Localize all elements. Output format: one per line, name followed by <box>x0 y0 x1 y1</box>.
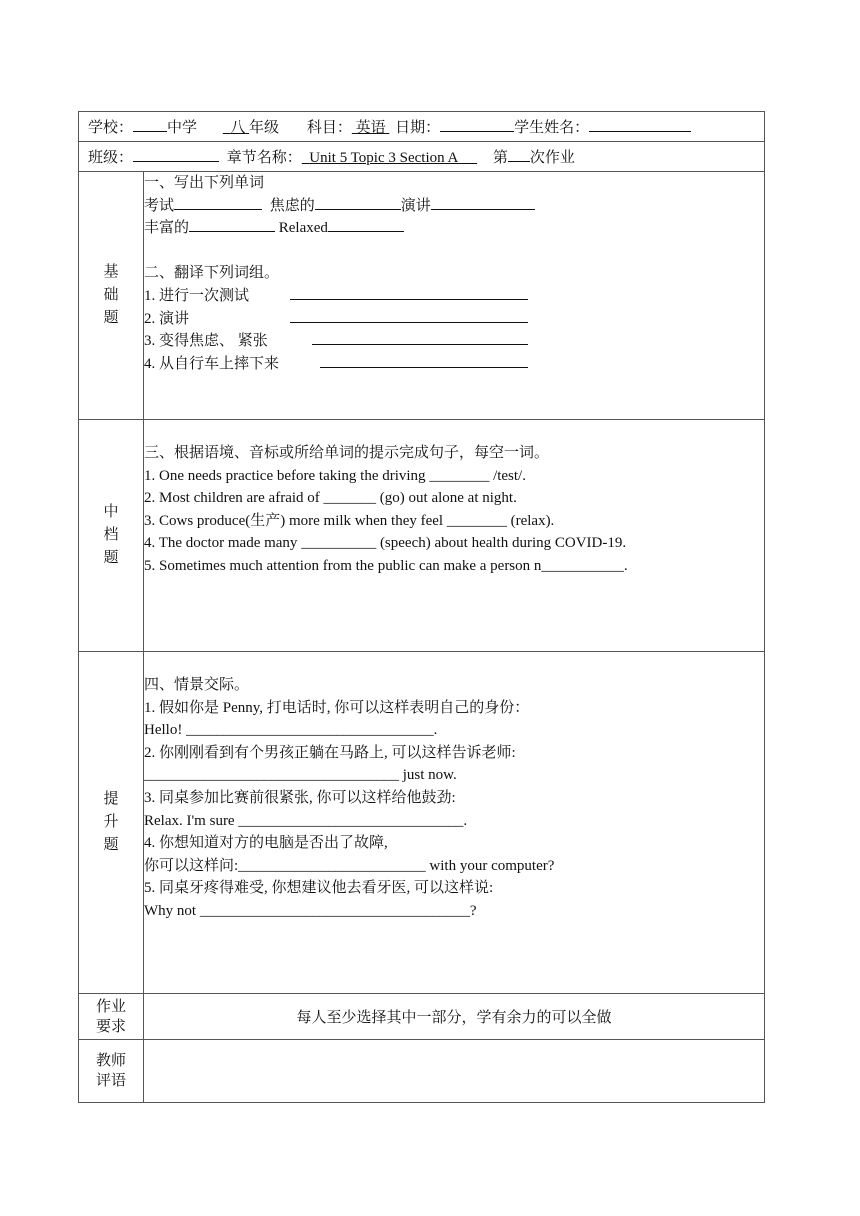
label-middle <box>79 420 144 652</box>
grade-value: 八 <box>230 120 246 136</box>
dialog-line: 1. 假如你是 Penny, 打电话时, 你可以这样表明自己的身份： <box>144 699 530 716</box>
phrase-blank[interactable] <box>290 308 528 323</box>
row-middle <box>79 420 765 652</box>
class-blank[interactable] <box>133 147 219 162</box>
sentence-blank[interactable]: ________ <box>446 512 507 529</box>
sentence-item: 2. Most children are afraid of _______ (go) out alone at night. <box>144 490 517 507</box>
sentence-blank[interactable]: ________ <box>429 467 490 484</box>
word-blank[interactable] <box>431 195 535 210</box>
label-advanced <box>79 652 144 994</box>
homework-suffix: 次作业 <box>529 150 575 166</box>
sentence-blank[interactable]: _______ <box>323 490 377 507</box>
label-comment-line: 评语 <box>95 1073 126 1089</box>
school-blank[interactable] <box>133 117 167 132</box>
middle-heading: 三、根据语境、音标或所给单词的提示完成句子，每空一词。 <box>144 445 550 461</box>
header-cell-school <box>79 112 765 142</box>
word-cue: 考试 <box>144 197 175 214</box>
grade-suffix: 年级 <box>249 120 280 136</box>
row-basic <box>79 172 765 420</box>
sentence-item: 1. One needs practice before taking the driving ________ /test/. <box>144 467 526 484</box>
label-middle-char: 中 <box>103 504 119 520</box>
phrase-item: 2. 演讲 <box>144 308 764 331</box>
sentence-blank[interactable]: ___________ <box>541 557 624 574</box>
label-basic <box>79 172 144 420</box>
word-cue: Relaxed <box>278 220 328 237</box>
dialog-blank[interactable]: _________________________________ <box>186 722 434 739</box>
label-basic-char: 础 <box>103 287 119 303</box>
date-blank[interactable] <box>440 117 514 132</box>
dialog-line: Hello! _________________________________. <box>144 722 438 739</box>
label-basic-char: 基 <box>103 264 119 280</box>
school-label: 学校： <box>88 120 134 136</box>
class-label: 班级： <box>88 150 134 166</box>
phrase-blank[interactable] <box>320 353 528 368</box>
basic-heading-2: 二、翻译下列词组。 <box>144 265 280 282</box>
dialog-blank[interactable]: ____________________________________ <box>199 902 470 919</box>
dialog-line: 5. 同桌牙疼得难受, 你想建议他去看牙医, 可以这样说: <box>144 880 494 897</box>
header-cell-class <box>79 142 765 172</box>
sentence-blank[interactable]: __________ <box>301 535 377 552</box>
dialog-blank[interactable]: __________________________________ <box>144 767 399 784</box>
homework-number-blank[interactable] <box>508 147 530 162</box>
dialog-line: 2. 你刚刚看到有个男孩正躺在马路上, 可以这样告诉老师: <box>144 744 516 761</box>
dialog-line: 4. 你想知道对方的电脑是否出了故障, <box>144 835 388 852</box>
chapter-value: Unit 5 Topic 3 Section A <box>309 150 459 166</box>
homework-prefix: 第 <box>492 150 508 166</box>
dialog-line: 3. 同桌参加比赛前很紧张, 你可以这样给他鼓劲: <box>144 789 456 806</box>
school-suffix: 中学 <box>167 120 198 136</box>
label-advanced-char: 提 <box>103 791 119 807</box>
word-blank[interactable] <box>328 217 404 232</box>
header-row-school <box>79 112 765 142</box>
phrase-blank[interactable] <box>312 330 528 345</box>
subject-label: 科目： <box>306 120 352 136</box>
dialog-blank[interactable]: ______________________________ <box>238 812 464 829</box>
row-advanced <box>79 652 765 994</box>
label-middle-char: 题 <box>103 550 119 566</box>
content-middle <box>144 420 765 652</box>
chapter-label: 章节名称： <box>226 150 302 166</box>
student-label: 学生姓名： <box>514 120 590 136</box>
basic-heading-1: 一、写出下列单词 <box>144 175 265 191</box>
dialog-line: Why not ____________________________________? <box>144 902 477 919</box>
word-cue: 焦虑的 <box>269 197 315 214</box>
advanced-heading: 四、情景交际。 <box>144 677 250 693</box>
word-blank[interactable] <box>315 195 401 210</box>
header-row-class <box>79 142 765 172</box>
content-basic <box>144 172 765 420</box>
phrase-blank[interactable] <box>290 285 528 300</box>
dialog-blank[interactable]: _________________________ <box>238 857 426 874</box>
homework-table <box>78 111 765 1103</box>
phrase-item: 1. 进行一次测试 <box>144 285 764 308</box>
sentence-item: 5. Sometimes much attention from the public can make a person n___________. <box>144 557 628 574</box>
words-row-1 <box>144 195 764 218</box>
content-advanced <box>144 652 765 994</box>
label-requirement <box>79 994 144 1040</box>
dialog-line: __________________________________ just now. <box>144 767 457 784</box>
words-row-2 <box>144 217 764 240</box>
subject-value: 英语 <box>355 120 386 136</box>
sentence-item: 4. The doctor made many __________ (speech) about health during COVID-19. <box>144 535 627 552</box>
label-advanced-char: 题 <box>103 837 119 853</box>
label-comment-line: 教师 <box>95 1053 126 1069</box>
label-advanced-char: 升 <box>103 814 119 830</box>
word-blank[interactable] <box>189 217 275 232</box>
requirement-text: 每人至少选择其中一部分，学有余力的可以全做 <box>144 994 765 1040</box>
label-requirement-line: 要求 <box>95 1018 126 1035</box>
label-middle-char: 档 <box>103 527 119 543</box>
dialog-line: Relax. I'm sure ______________________________. <box>144 812 468 829</box>
sentence-item: 3. Cows produce(生产) more milk when they feel ________ (relax). <box>144 512 555 529</box>
word-cue: 演讲 <box>400 197 431 214</box>
label-requirement-line: 作业 <box>95 998 126 1015</box>
student-name-blank[interactable] <box>589 117 691 132</box>
row-comment <box>79 1040 765 1103</box>
date-label: 日期： <box>395 120 441 136</box>
teacher-comment-area[interactable] <box>144 1040 765 1103</box>
phrase-item: 4. 从自行车上摔下来 <box>144 353 764 376</box>
dialog-line: 你可以这样问:_________________________ with your computer? <box>144 857 555 874</box>
label-basic-char: 题 <box>103 310 119 326</box>
word-blank[interactable] <box>174 195 262 210</box>
phrase-item: 3. 变得焦虑、 紧张 <box>144 330 764 353</box>
label-comment <box>79 1040 144 1103</box>
word-cue: 丰富的 <box>144 220 190 237</box>
row-requirement <box>79 994 765 1040</box>
